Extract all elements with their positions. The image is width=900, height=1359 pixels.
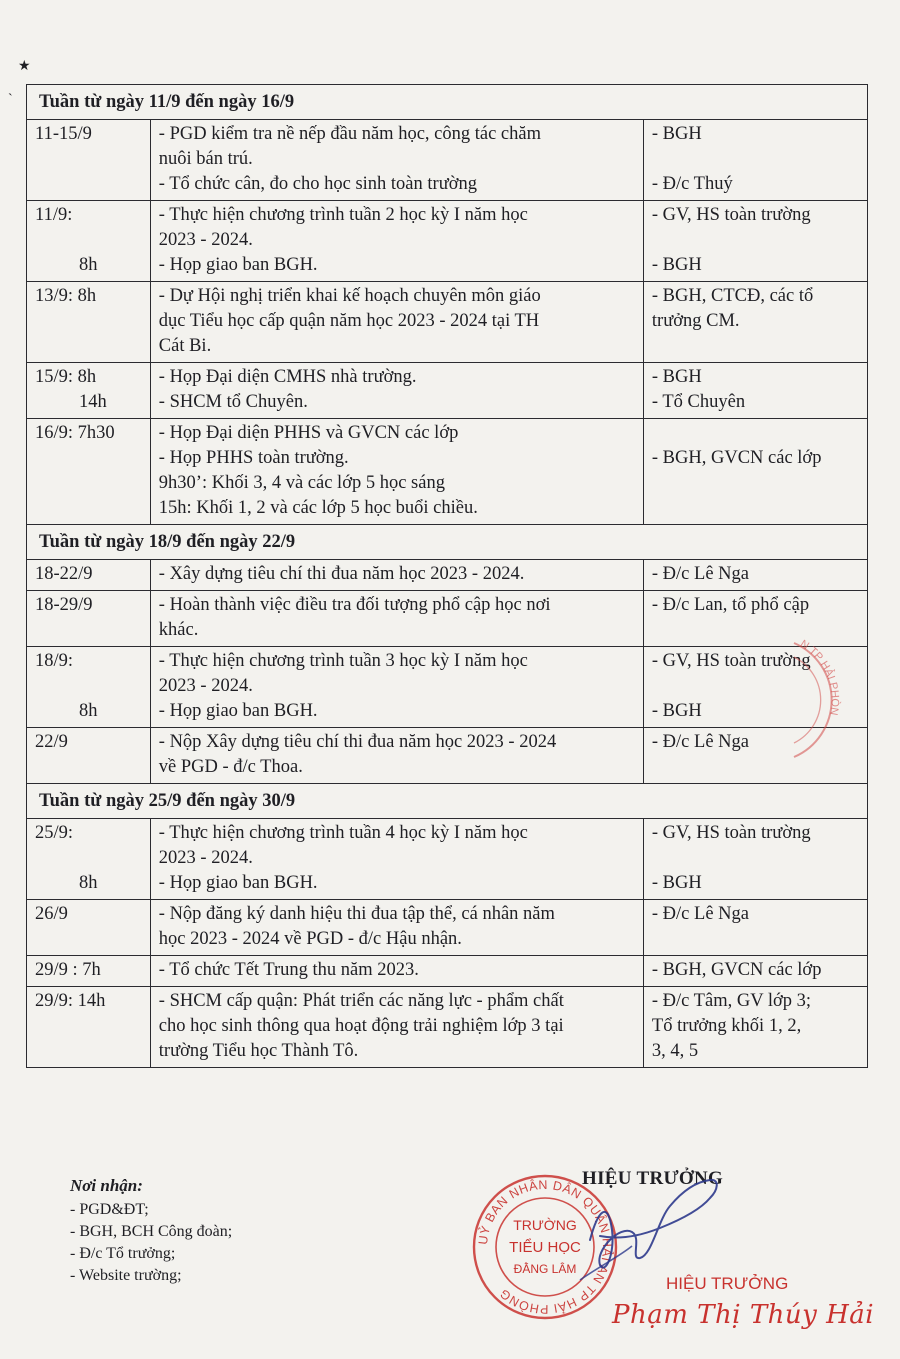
content-cell bbox=[150, 987, 643, 1068]
svg-text:N TP HẢI PHÒN bbox=[798, 638, 842, 716]
responsible-cell bbox=[643, 900, 867, 956]
principal-title: HIỆU TRƯỞNG bbox=[582, 1168, 724, 1189]
stamp-principal-title: HIỆU TRƯỞNG bbox=[666, 1274, 789, 1293]
content-text: trường Tiểu học Thành Tô. bbox=[158, 1041, 359, 1061]
responsible-text bbox=[652, 147, 860, 172]
responsible-cell bbox=[643, 363, 867, 419]
content-text: 15h: Khối 1, 2 và các lớp 5 học buổi chiều. bbox=[158, 498, 478, 518]
partial-stamp-icon bbox=[792, 635, 852, 765]
responsible-text: Tổ trưởng khối 1, 2, bbox=[651, 1016, 802, 1036]
responsible-text: 3, 4, 5 bbox=[651, 1041, 699, 1061]
date-text: 11-15/9 bbox=[35, 124, 92, 144]
content-text: - Họp Đại diện PHHS và GVCN các lớp bbox=[158, 423, 459, 443]
content-cell bbox=[150, 120, 643, 201]
date-text: 8h bbox=[79, 701, 98, 721]
responsible-cell bbox=[643, 120, 867, 201]
date-text bbox=[35, 846, 143, 871]
date-text: 8h bbox=[79, 873, 98, 893]
date-cell bbox=[27, 900, 151, 956]
content-cell bbox=[150, 560, 643, 591]
content-cell bbox=[150, 591, 643, 647]
content-text: - Hoàn thành việc điều tra đối tượng phổ cập học nơi bbox=[158, 595, 551, 615]
schedule-row bbox=[27, 956, 868, 987]
content-text: - Thực hiện chương trình tuần 2 học kỳ I năm học bbox=[158, 205, 528, 225]
content-text: dục Tiểu học cấp quận năm học 2023 - 2024 tại TH bbox=[158, 311, 540, 331]
responsible-cell bbox=[643, 819, 867, 900]
responsible-text: - BGH, GVCN các lớp bbox=[651, 448, 822, 468]
week-title: Tuần từ ngày 18/9 đến ngày 22/9 bbox=[27, 525, 868, 560]
content-text: - Họp giao ban BGH. bbox=[158, 701, 318, 721]
content-text: - SHCM tổ Chuyên. bbox=[158, 392, 308, 412]
content-text: - Tổ chức cân, đo cho học sinh toàn trường bbox=[158, 174, 478, 194]
recipient-item: - Website trường; bbox=[70, 1267, 182, 1284]
tick-mark: ` bbox=[8, 92, 13, 107]
star-mark: ★ bbox=[18, 59, 31, 74]
content-cell bbox=[150, 419, 643, 525]
date-text: 14h bbox=[79, 392, 107, 412]
recipient-item: - PGD&ĐT; bbox=[70, 1201, 149, 1218]
responsible-cell bbox=[643, 282, 867, 363]
signature-area bbox=[0, 1150, 900, 1359]
content-text: 2023 - 2024. bbox=[158, 230, 253, 250]
content-text: học 2023 - 2024 về PGD - đ/c Hậu nhận. bbox=[158, 929, 462, 949]
date-cell bbox=[27, 419, 151, 525]
content-text: - Nộp Xây dựng tiêu chí thi đua năm học 2023 - 2024 bbox=[158, 732, 557, 752]
date-text bbox=[35, 674, 143, 699]
date-text: 26/9 bbox=[35, 904, 68, 924]
responsible-text: - Đ/c Lê Nga bbox=[651, 564, 749, 584]
content-text: - Họp Đại diện CMHS nhà trường. bbox=[158, 367, 417, 387]
date-cell bbox=[27, 282, 151, 363]
schedule-row bbox=[27, 419, 868, 525]
recipient-item: - Đ/c Tổ trưởng; bbox=[70, 1245, 176, 1262]
responsible-text: - Đ/c Tâm, GV lớp 3; bbox=[651, 991, 812, 1011]
responsible-text: - BGH bbox=[651, 873, 702, 893]
schedule-table bbox=[26, 84, 868, 1068]
week-header-row bbox=[27, 784, 868, 819]
responsible-text: - BGH bbox=[651, 701, 702, 721]
responsible-text: trưởng CM. bbox=[651, 311, 740, 331]
date-text: 15/9: 8h bbox=[35, 367, 97, 387]
date-cell bbox=[27, 728, 151, 784]
content-text: 2023 - 2024. bbox=[158, 676, 253, 696]
date-text: 18/9: bbox=[35, 651, 74, 671]
responsible-cell bbox=[643, 419, 867, 525]
responsible-cell bbox=[643, 987, 867, 1068]
schedule-row bbox=[27, 987, 868, 1068]
content-text: khác. bbox=[158, 620, 199, 640]
content-text: 9h30’: Khối 3, 4 và các lớp 5 học sáng bbox=[158, 473, 445, 493]
recipients-block bbox=[70, 1175, 232, 1287]
date-text: 18-22/9 bbox=[35, 564, 93, 584]
week-header-row bbox=[27, 85, 868, 120]
responsible-cell bbox=[643, 560, 867, 591]
date-text bbox=[35, 228, 143, 253]
content-text: - Thực hiện chương trình tuần 4 học kỳ I năm học bbox=[158, 823, 528, 843]
responsible-text: - BGH bbox=[651, 124, 702, 144]
week-title: Tuần từ ngày 11/9 đến ngày 16/9 bbox=[27, 85, 868, 120]
responsible-text bbox=[652, 421, 860, 446]
schedule-row bbox=[27, 728, 868, 784]
schedule-row bbox=[27, 900, 868, 956]
schedule-row bbox=[27, 560, 868, 591]
schedule-row bbox=[27, 819, 868, 900]
content-text: 2023 - 2024. bbox=[158, 848, 253, 868]
recipients-list bbox=[70, 1199, 232, 1287]
date-cell bbox=[27, 363, 151, 419]
date-cell bbox=[27, 201, 151, 282]
date-text: 29/9: 14h bbox=[35, 991, 106, 1011]
date-text: 13/9: 8h bbox=[35, 286, 97, 306]
content-cell bbox=[150, 819, 643, 900]
week-header-row bbox=[27, 525, 868, 560]
responsible-text: - GV, HS toàn trường bbox=[651, 205, 811, 225]
date-text: 29/9 : 7h bbox=[35, 960, 101, 980]
date-text: 8h bbox=[79, 255, 98, 275]
responsible-cell bbox=[643, 201, 867, 282]
schedule-row bbox=[27, 120, 868, 201]
content-text: - Họp giao ban BGH. bbox=[158, 255, 318, 275]
responsible-text: - BGH bbox=[651, 255, 702, 275]
partial-stamp-text: N TP HẢI PHÒN bbox=[797, 637, 841, 717]
responsible-text: - BGH, GVCN các lớp bbox=[651, 960, 822, 980]
content-text: - Thực hiện chương trình tuần 3 học kỳ I năm học bbox=[158, 651, 528, 671]
content-cell bbox=[150, 900, 643, 956]
schedule-row bbox=[27, 647, 868, 728]
content-cell bbox=[150, 728, 643, 784]
responsible-text: - BGH, CTCĐ, các tổ bbox=[651, 286, 814, 306]
content-text: - Xây dựng tiêu chí thi đua năm học 2023 - 2024. bbox=[158, 564, 525, 584]
content-text: nuôi bán trú. bbox=[158, 149, 253, 169]
seal-ring-text: UỶ BAN NHÂN DÂN QUẬN HẢI AN TP HẢI PHÒNG bbox=[475, 1177, 615, 1317]
handwritten-signature-icon bbox=[560, 1170, 730, 1290]
date-text: 16/9: 7h30 bbox=[35, 423, 115, 443]
week-title: Tuần từ ngày 25/9 đến ngày 30/9 bbox=[27, 784, 868, 819]
responsible-text bbox=[652, 846, 860, 871]
responsible-text: - GV, HS toàn trường bbox=[651, 823, 811, 843]
content-text: - SHCM cấp quận: Phát triển các năng lực - phẩm chất bbox=[158, 991, 564, 1011]
content-text: về PGD - đ/c Thoa. bbox=[158, 757, 303, 777]
signer-name: Phạm Thị Thúy Hải bbox=[612, 1300, 875, 1330]
recipient-item: - BGH, BCH Công đoàn; bbox=[70, 1223, 233, 1240]
date-cell bbox=[27, 987, 151, 1068]
content-text: - Họp giao ban BGH. bbox=[158, 873, 318, 893]
seal-center-line: TRƯỜNG bbox=[513, 1217, 577, 1233]
date-text: 11/9: bbox=[35, 205, 73, 225]
content-cell bbox=[150, 201, 643, 282]
content-text: cho học sinh thông qua hoạt động trải nghiệm lớp 3 tại bbox=[158, 1016, 564, 1036]
recipients-title: Nơi nhận: bbox=[70, 1176, 143, 1195]
date-cell bbox=[27, 560, 151, 591]
date-text: 18-29/9 bbox=[35, 595, 93, 615]
seal-center-line: ĐẰNG LÂM bbox=[513, 1262, 577, 1276]
schedule-row bbox=[27, 201, 868, 282]
schedule-row bbox=[27, 591, 868, 647]
responsible-text: - Đ/c Lan, tổ phổ cập bbox=[651, 595, 810, 615]
seal-center-line: TIỂU HỌC bbox=[509, 1239, 581, 1256]
date-cell bbox=[27, 819, 151, 900]
date-text: 22/9 bbox=[35, 732, 68, 752]
responsible-text bbox=[652, 228, 860, 253]
content-cell bbox=[150, 956, 643, 987]
content-cell bbox=[150, 647, 643, 728]
content-text: - Nộp đăng ký danh hiệu thi đua tập thể, cá nhân năm bbox=[158, 904, 555, 924]
responsible-cell bbox=[643, 956, 867, 987]
responsible-text: - BGH bbox=[651, 367, 702, 387]
date-cell bbox=[27, 591, 151, 647]
content-cell bbox=[150, 363, 643, 419]
responsible-text: - Đ/c Lê Nga bbox=[651, 904, 749, 924]
date-cell bbox=[27, 647, 151, 728]
schedule-row bbox=[27, 282, 868, 363]
content-text: Cát Bi. bbox=[158, 336, 212, 356]
content-text: - Dự Hội nghị triển khai kế hoạch chuyên môn giáo bbox=[158, 286, 541, 306]
date-text: 25/9: bbox=[35, 823, 74, 843]
date-cell bbox=[27, 120, 151, 201]
schedule-row bbox=[27, 363, 868, 419]
content-text: - PGD kiểm tra nề nếp đầu năm học, công tác chăm bbox=[158, 124, 541, 144]
content-text: - Họp PHHS toàn trường. bbox=[158, 448, 349, 468]
responsible-text: - GV, HS toàn trường bbox=[651, 651, 811, 671]
responsible-text: - Đ/c Thuý bbox=[651, 174, 733, 194]
date-cell bbox=[27, 956, 151, 987]
content-text: - Tổ chức Tết Trung thu năm 2023. bbox=[158, 960, 419, 980]
responsible-text: - Đ/c Lê Nga bbox=[651, 732, 749, 752]
responsible-text: - Tổ Chuyên bbox=[651, 392, 746, 412]
content-cell bbox=[150, 282, 643, 363]
